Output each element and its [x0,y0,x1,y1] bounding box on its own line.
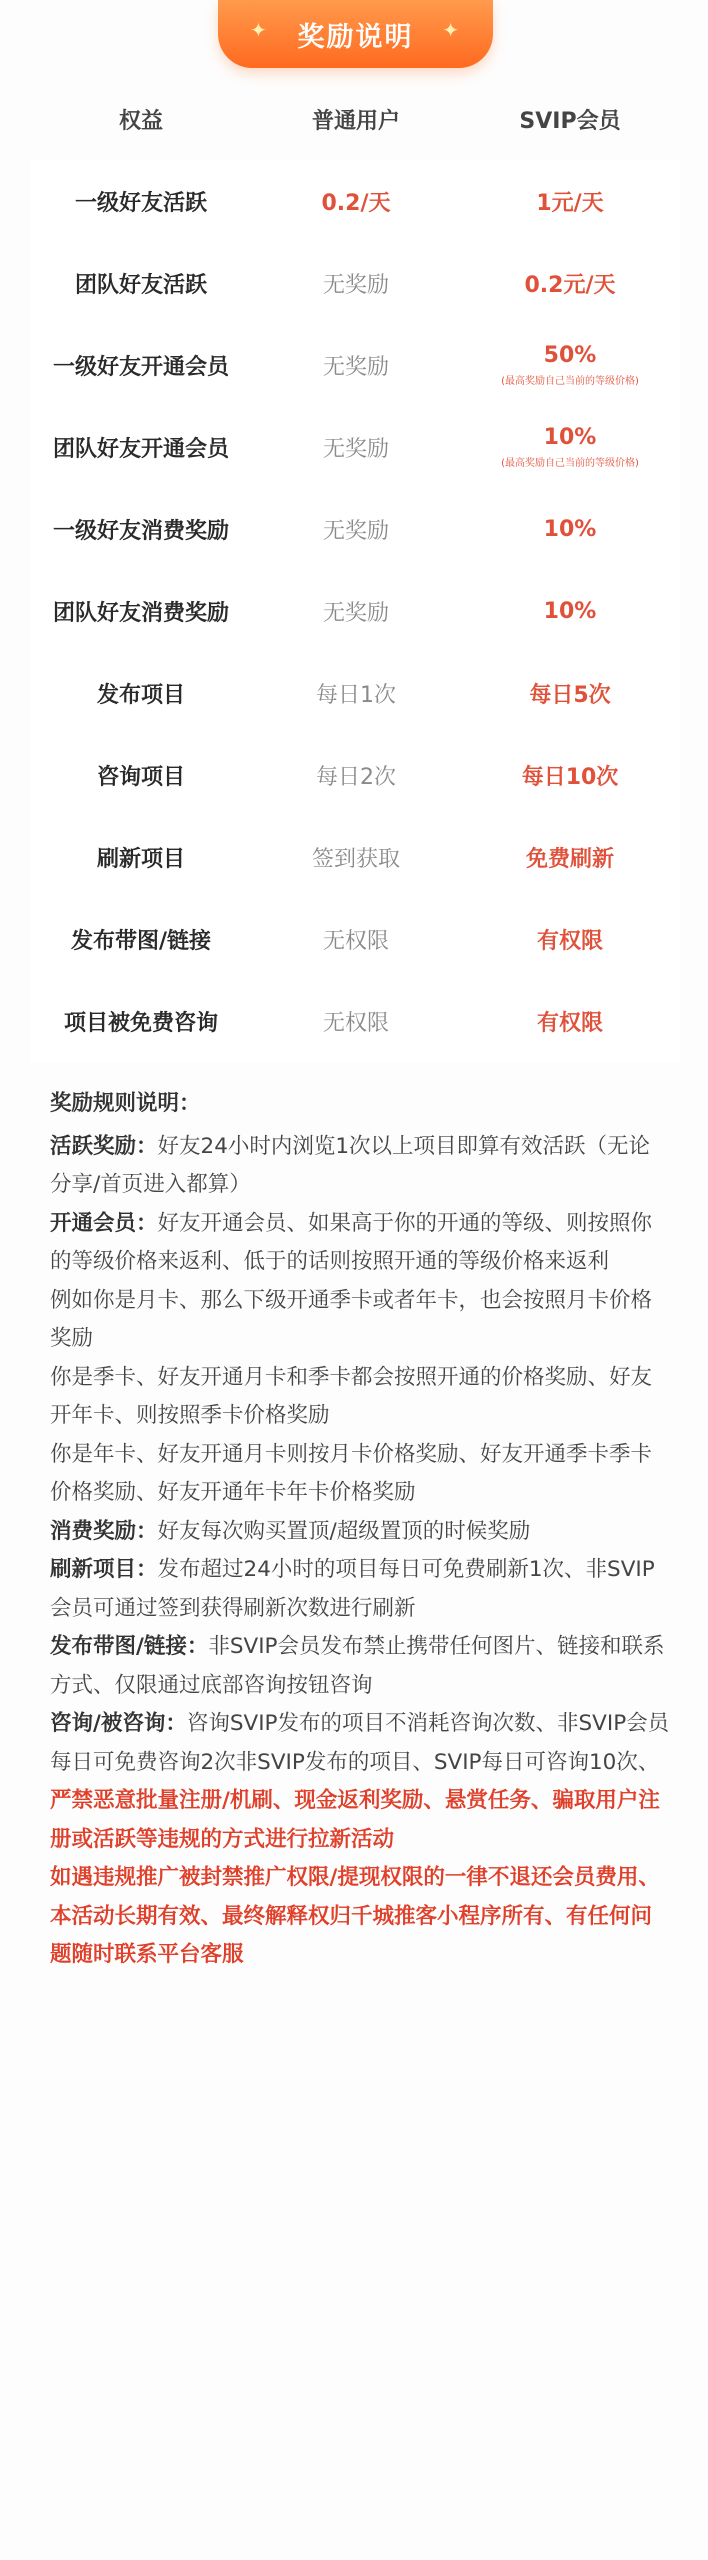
rule-item: 刷新项目：发布超过24小时的项目每日可免费刷新1次、非SVIP会员可通过签到获得刷新次数进行刷新 [50,1557,655,1621]
normal-value: 无奖励 [322,272,389,298]
table-row [30,816,680,898]
normal-value: 无奖励 [322,518,389,544]
warning-text: 如遇违规推广被封禁推广权限/提现权限的一律不退还会员费用、本活动长期有效、最终解释权归千城推客小程序所有、有任何问题随时联系平台客服 [50,1865,660,1967]
benefit-label: 一级好友活跃 [74,190,207,216]
svip-value: 每日5次 [529,682,611,708]
benefit-label: 一级好友开通会员 [52,354,229,380]
table-row [30,652,680,734]
sparkle-icon: ✦ [442,18,461,42]
table-row [30,980,680,1062]
normal-value: 签到获取 [311,846,400,872]
benefit-label: 发布带图/链接 [70,928,212,954]
benefit-label: 发布项目 [96,682,185,708]
svip-value: 0.2元/天 [524,272,616,298]
reward-banner [218,0,493,68]
rule-item: 你是年卡、好友开通月卡则按月卡价格奖励、好友开通季卡季卡价格奖励、好友开通年卡年卡价格奖励 [50,1441,653,1505]
rule-item: 你是季卡、好友开通月卡和季卡都会按照开通的价格奖励、好友开年卡、则按照季卡价格奖励 [50,1364,653,1428]
benefit-label: 团队好友活跃 [74,272,207,298]
normal-value: 无权限 [322,1010,389,1036]
header-benefit: 权益 [118,108,163,134]
table-row [30,324,680,406]
table-row [30,488,680,570]
table-row [30,734,680,816]
benefit-label: 刷新项目 [96,846,185,872]
rule-item: 活跃奖励：好友24小时内浏览1次以上项目即算有效活跃（无论分享/首页进入都算） [50,1133,651,1197]
svip-value: 有权限 [536,928,603,954]
table-row [30,570,680,652]
header-normal-user: 普通用户 [311,108,400,134]
benefit-label: 一级好友消费奖励 [52,518,229,544]
benefit-label: 团队好友开通会员 [52,436,229,462]
svip-value: 10% (最高奖励自己当前的等级价格) [460,425,680,469]
normal-value: 无奖励 [322,354,389,380]
benefit-label: 项目被免费咨询 [63,1010,218,1036]
banner-title: 奖励说明 [297,21,414,53]
benefit-label: 团队好友消费奖励 [52,600,229,626]
svip-value: 每日10次 [521,764,619,790]
table-row [30,160,680,242]
normal-value: 每日1次 [316,682,396,708]
svip-value: 50% (最高奖励自己当前的等级价格) [460,343,680,387]
reward-rules [50,1085,670,1975]
table-row [30,898,680,980]
benefits-table [30,160,680,1062]
rules-title: 奖励规则说明： [50,1091,201,1116]
svip-value: 1元/天 [536,190,604,216]
table-row [30,406,680,488]
rule-item: 例如你是月卡、那么下级开通季卡或者年卡，也会按照月卡价格奖励 [50,1287,653,1351]
svip-value-note: (最高奖励自己当前的等级价格) [501,458,639,469]
normal-value: 每日2次 [316,764,396,790]
svip-value: 有权限 [536,1010,603,1036]
table-header [30,88,680,150]
svip-value-note: (最高奖励自己当前的等级价格) [501,376,639,387]
rule-item: 发布带图/链接：非SVIP会员发布禁止携带任何图片、链接和联系方式、仅限通过底部咨询按钮咨询 [50,1634,665,1698]
rule-item: 咨询/被咨询：咨询SVIP发布的项目不消耗咨询次数、非SVIP会员每日可免费咨询2次非SVIP发布的项目、SVIP每日可咨询10次、 [50,1711,670,1775]
normal-value: 无奖励 [322,436,389,462]
normal-value: 0.2/天 [321,190,391,216]
svip-value: 10% [543,516,597,542]
rule-item: 开通会员：好友开通会员、如果高于你的开通的等级、则按照你的等级价格来返利、低于的话则按照开通的等级价格来返利 [50,1210,653,1274]
benefit-label: 咨询项目 [96,764,185,790]
normal-value: 无权限 [322,928,389,954]
svip-value: 免费刷新 [525,846,614,872]
normal-value: 无奖励 [322,600,389,626]
sparkle-icon: ✦ [250,18,269,42]
svip-value: 10% [543,598,597,624]
warning-text: 严禁恶意批量注册/机刷、现金返利奖励、悬赏任务、骗取用户注册或活跃等违规的方式进行拉新活动 [50,1788,660,1852]
rule-item: 消费奖励：好友每次购买置顶/超级置顶的时候奖励 [50,1518,531,1544]
table-row [30,242,680,324]
header-svip: SVIP会员 [519,108,621,134]
